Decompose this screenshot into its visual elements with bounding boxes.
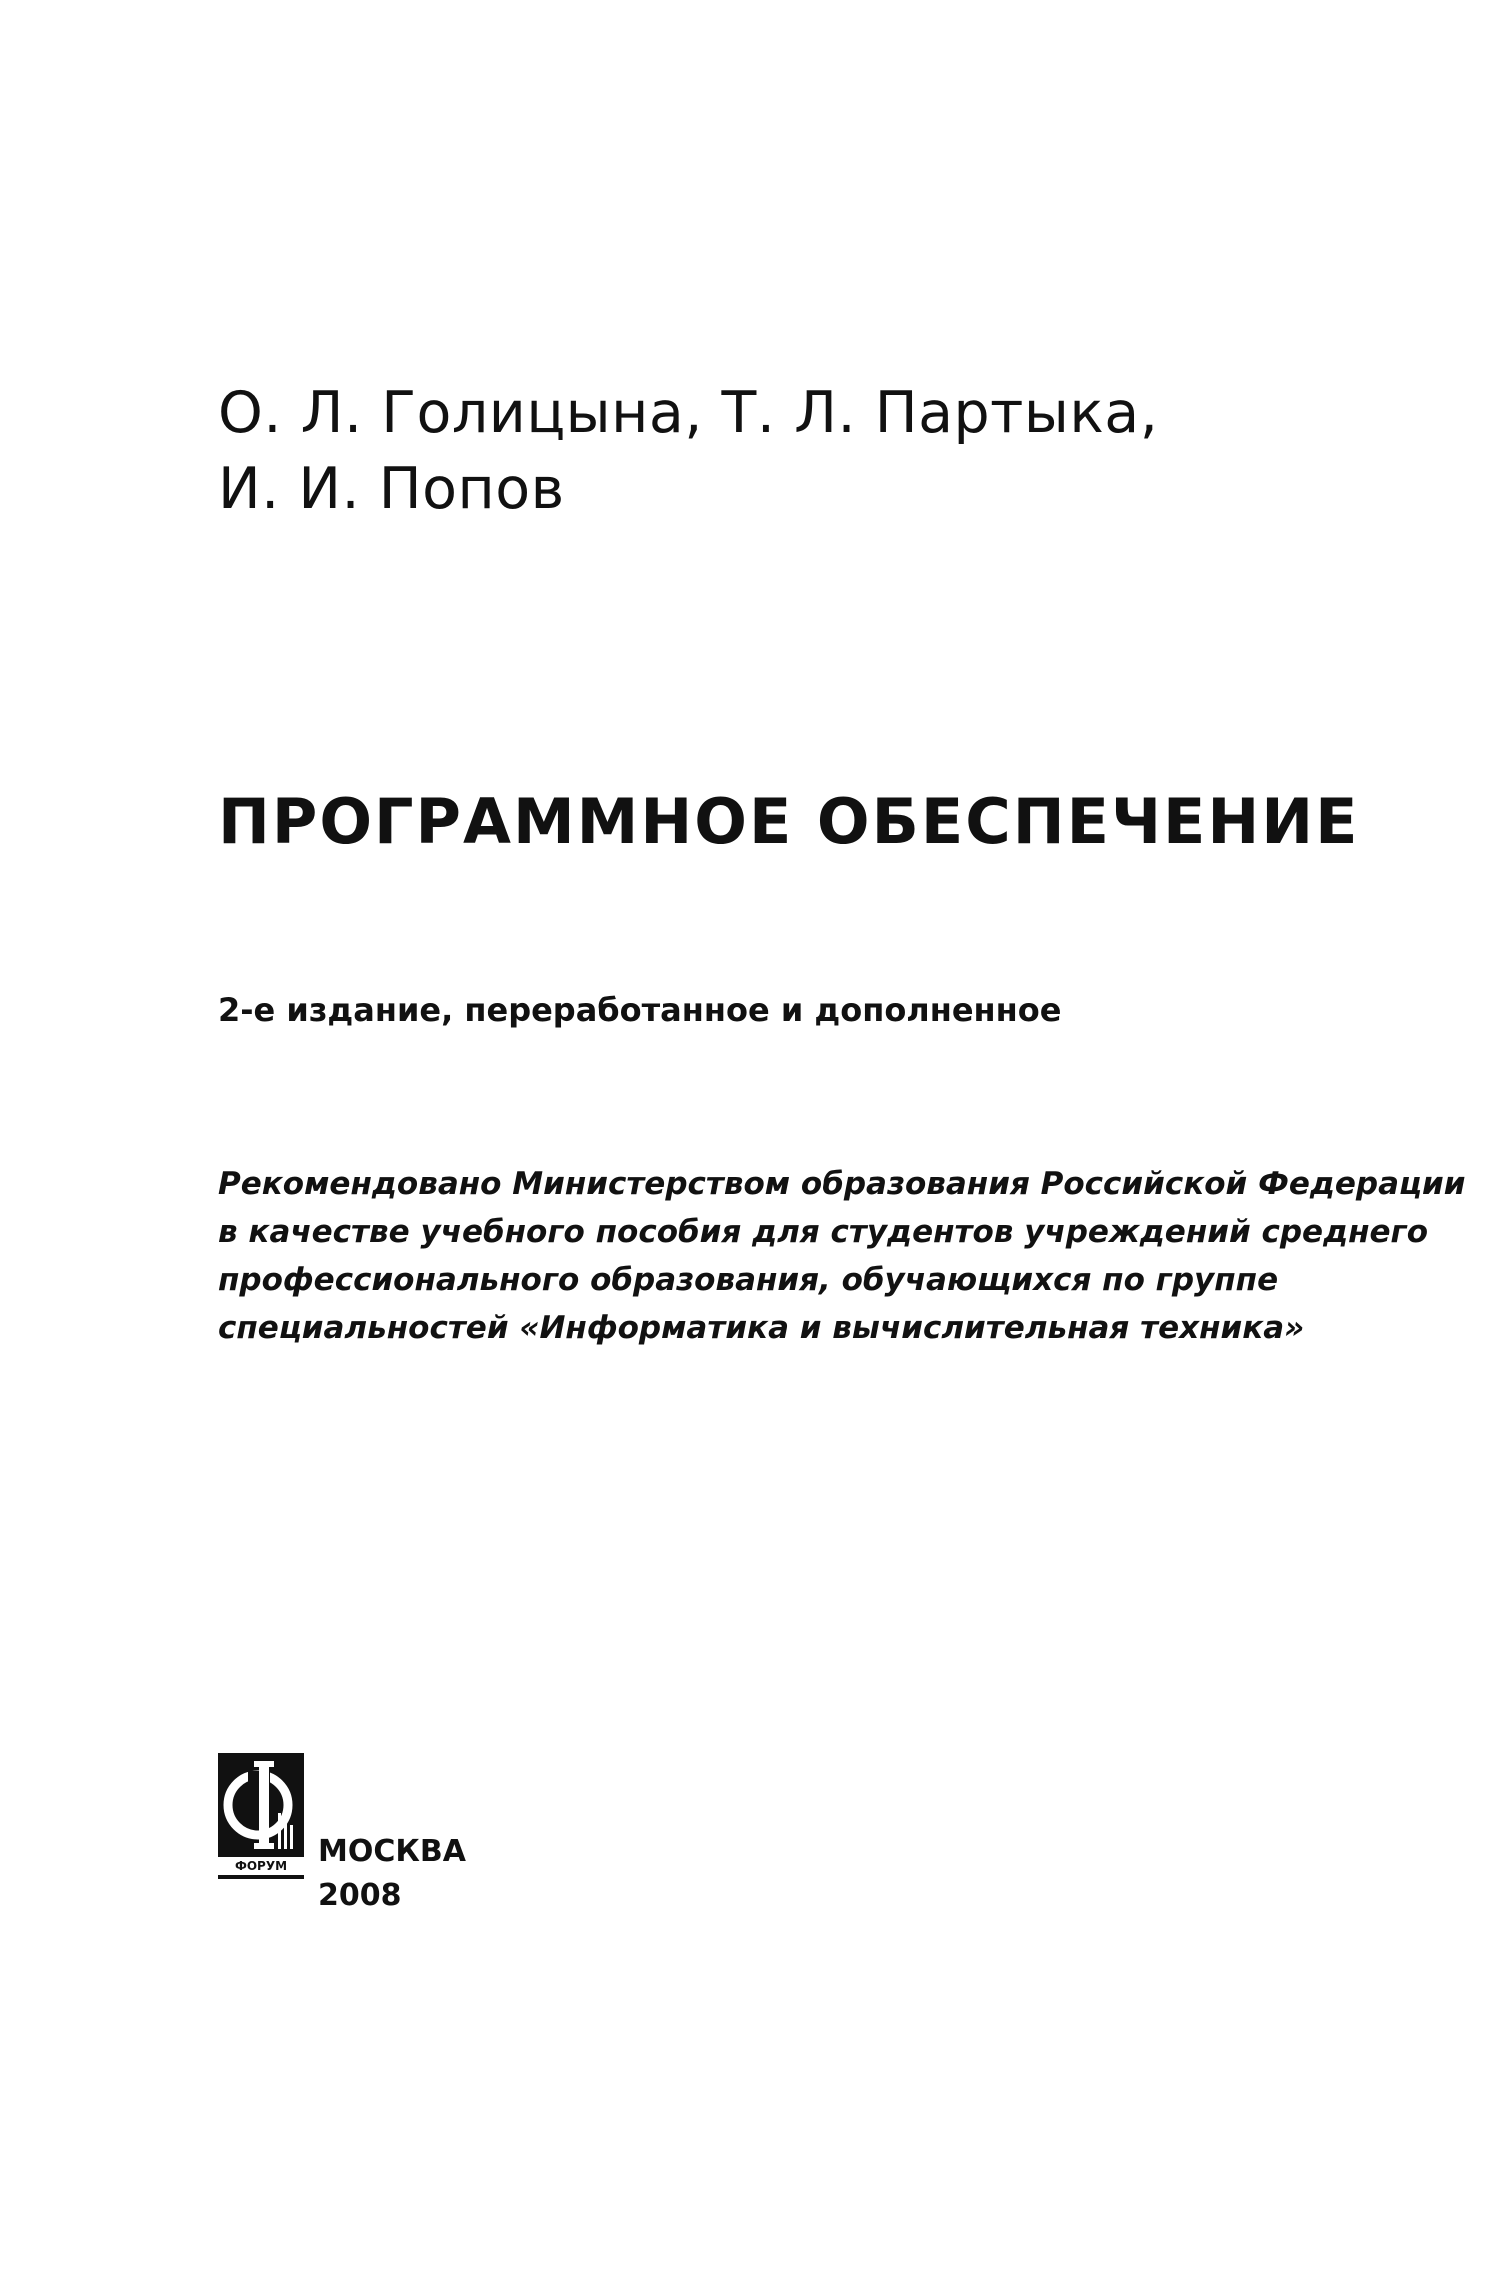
publisher-info	[318, 1830, 466, 1918]
edition-note: 2-е издание, переработанное и дополненное	[218, 991, 1062, 1029]
publisher-city: МОСКВА	[318, 1834, 466, 1869]
forum-logo-icon	[218, 1753, 304, 1881]
forum-logo-text: ФОРУМ	[234, 1859, 288, 1873]
authors-line-1: О. Л. Голицына, Т. Л. Партыка,	[218, 380, 1159, 446]
recommendation-line: в качестве учебного пособия для студентов учреждений среднего	[218, 1214, 1429, 1250]
authors	[218, 375, 1318, 527]
book-title: ПРОГРАММНОЕ ОБЕСПЕЧЕНИЕ	[218, 785, 1360, 858]
authors-line-2: И. И. Попов	[218, 456, 565, 522]
publisher-year: 2008	[318, 1878, 402, 1913]
recommendation-line: Рекомендовано Министерством образования Российской Федерации	[218, 1166, 1466, 1202]
recommendation	[218, 1160, 1466, 1352]
forum-logo	[218, 1753, 304, 1881]
recommendation-line: специальностей «Информатика и вычислительная техника»	[218, 1310, 1305, 1346]
recommendation-line: профессионального образования, обучающихся по группе	[218, 1262, 1279, 1298]
